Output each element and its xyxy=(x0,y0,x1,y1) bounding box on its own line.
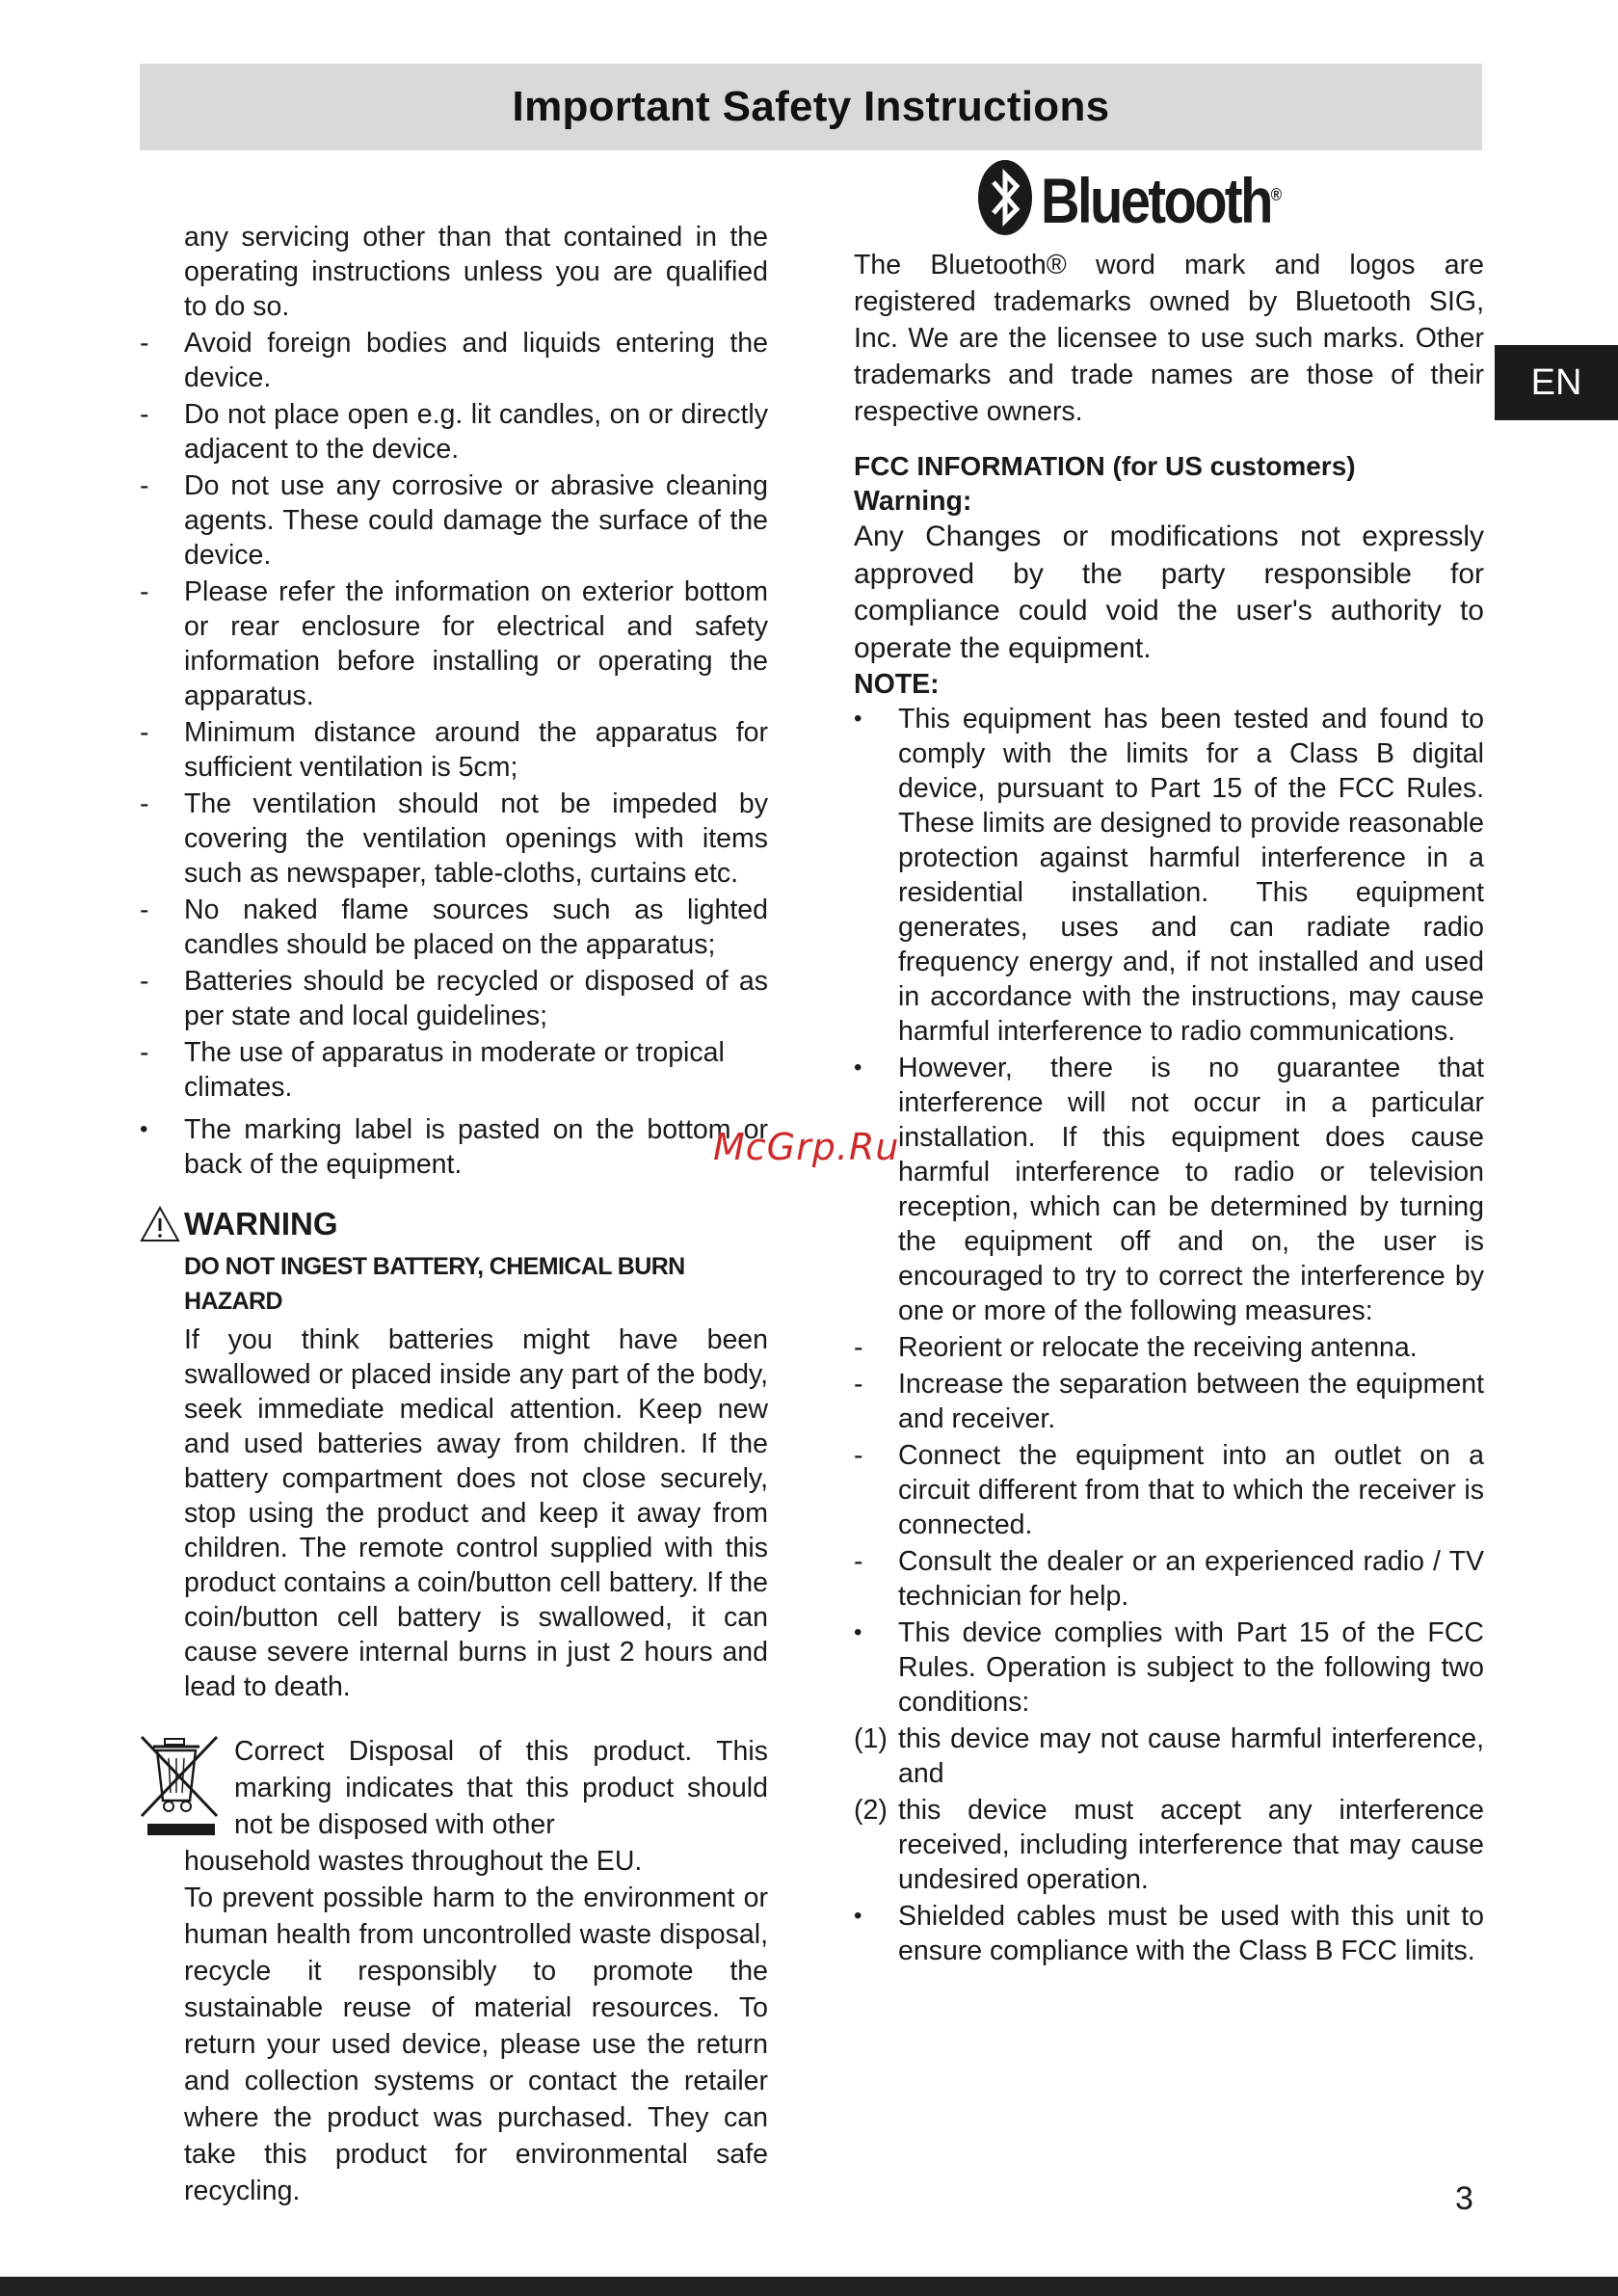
list-marker: - xyxy=(140,894,149,925)
warning-subheading: DO NOT INGEST BATTERY, CHEMICAL BURN HAZARD xyxy=(184,1253,685,1315)
bluetooth-word: Bluetooth xyxy=(1041,165,1272,236)
list-marker: - xyxy=(140,470,149,501)
fcc-item xyxy=(854,702,1484,1049)
safety-item-text: Please refer the information on exterior bottom or rear enclosure for electrical and safety information before installing or operating the apparatus. xyxy=(184,576,768,711)
safety-item-text: The ventilation should not be impeded by covering the ventilation openings with items such as newspaper, table-cloths, curtains etc. xyxy=(184,788,768,889)
warning-heading: WARNING xyxy=(184,1206,338,1241)
page-number: 3 xyxy=(1455,2180,1473,2217)
fcc-item-text: this device may not cause harmful interference, and xyxy=(898,1723,1484,1789)
bluetooth-trademark-text: The Bluetooth® word mark and logos are registered trademarks owned by Bluetooth SIG, Inc. We are the licensee to use such marks. Other trademarks and trade names are those of their respective owners. xyxy=(854,250,1484,427)
safety-item xyxy=(140,787,768,891)
list-marker: - xyxy=(140,399,149,430)
fcc-item-text: Shielded cables must be used with this unit to ensure compliance with the Class B FCC limits. xyxy=(898,1901,1484,1966)
fcc-item-text: Consult the dealer or an experienced radio / TV technician for help. xyxy=(898,1546,1484,1612)
list-marker: (1) xyxy=(854,1723,888,1754)
fcc-item xyxy=(854,1615,1484,1720)
fcc-item-text: However, there is no guarantee that interference will not occur in a particular installation. If this equipment does cause harmful interference to radio or television reception, which can be determined by turning the equipment off and on, the user is encouraged to try to correct the interference by one or more of the following measures: xyxy=(898,1053,1484,1326)
fcc-item xyxy=(854,1051,1484,1328)
fcc-item-text: Reorient or relocate the receiving antenna. xyxy=(898,1332,1418,1363)
safety-item xyxy=(140,326,768,395)
fcc-item-text: Connect the equipment into an outlet on a circuit different from that to which the receiver is connected. xyxy=(898,1440,1484,1540)
fcc-item-text: This equipment has been tested and found to comply with the limits for a Class B digital device, pursuant to Part 15 of the FCC Rules. These limits are designed to provide reasonable protection against harmful interference in a residential installation. This equipment generates, uses and can radiate radio frequency energy and, if not installed and used in accordance with the instructions, may cause harmful interference to radio communications. xyxy=(898,704,1484,1047)
watermark: McGrp.Ru xyxy=(713,1126,900,1168)
list-marker: - xyxy=(140,576,149,607)
safety-item-text: Minimum distance around the apparatus for sufficient ventilation is 5cm; xyxy=(184,717,768,783)
list-marker: - xyxy=(140,788,149,819)
list-marker: - xyxy=(140,966,149,997)
registered-mark: ® xyxy=(1271,185,1280,204)
fcc-item-text: This device complies with Part 15 of the FCC Rules. Operation is subject to the following two conditions: xyxy=(898,1617,1484,1718)
bottom-rule xyxy=(0,2277,1618,2296)
left-column xyxy=(140,220,768,2209)
warning-body: If you think batteries might have been swallowed or placed inside any part of the body, seek immediate medical attention. Keep new and used batteries away from children. If the battery compartment does not close securely, stop using the product and keep it away from children. The remote control supplied with this product contains a coin/button cell battery. If the coin/button cell battery is swallowed, it can cause severe internal burns in just 2 hours and lead to death. xyxy=(184,1324,768,1702)
fcc-item xyxy=(854,1330,1484,1365)
fcc-item-text: this device must accept any interference received, including interference that may cause undesired operation. xyxy=(898,1795,1484,1895)
safety-item-text: The use of apparatus in moderate or tropical climates. xyxy=(184,1037,725,1103)
safety-item xyxy=(140,468,768,573)
safety-item xyxy=(140,397,768,467)
fcc-title: FCC INFORMATION (for US customers) xyxy=(854,451,1356,481)
fcc-item-text: Increase the separation between the equipment and receiver. xyxy=(898,1369,1484,1434)
disposal-intro-cont: household wastes throughout the EU. xyxy=(184,1846,643,1877)
intro-text-body: any servicing other than that contained in the operating instructions unless you are qualified to do so. xyxy=(184,222,768,322)
safety-item-text: The marking label is pasted on the bottom or back of the equipment. xyxy=(184,1114,768,1180)
fcc-item xyxy=(854,1722,1484,1791)
fcc-warning-text: Any Changes or modifications not expressly approved by the party responsible for compliance could void the user's authority to operate the equipment. xyxy=(854,521,1484,664)
crossed-out-bin-icon xyxy=(140,1733,223,1839)
list-marker: - xyxy=(140,717,149,748)
list-marker: - xyxy=(854,1332,863,1363)
safety-item xyxy=(140,964,768,1033)
fcc-note-label: NOTE: xyxy=(854,669,940,700)
list-marker: (2) xyxy=(854,1795,888,1826)
header-bar xyxy=(140,64,1482,150)
list-marker: - xyxy=(140,328,149,359)
bluetooth-rune-icon xyxy=(977,159,1033,236)
page-title: Important Safety Instructions xyxy=(512,83,1110,130)
safety-item xyxy=(140,1112,768,1182)
fcc-item xyxy=(854,1438,1484,1542)
disposal-intro: Correct Disposal of this product. This marking indicates that this product should not be disposed with other xyxy=(234,1736,768,1840)
list-marker: - xyxy=(854,1440,863,1471)
list-marker: - xyxy=(854,1546,863,1577)
fcc-warning-label: Warning: xyxy=(854,486,972,517)
list-marker: - xyxy=(140,1037,149,1068)
language-tab: EN xyxy=(1495,345,1618,420)
safety-item xyxy=(140,715,768,785)
bluetooth-wordmark xyxy=(1041,165,1280,236)
safety-item-text: Avoid foreign bodies and liquids entering the device. xyxy=(184,328,768,393)
warning-triangle-icon xyxy=(140,1206,180,1242)
bluetooth-logo xyxy=(815,154,1484,241)
safety-item xyxy=(140,574,768,713)
fcc-item xyxy=(854,1367,1484,1436)
warning-heading-row xyxy=(140,1203,768,1245)
safety-item-text: Do not place open e.g. lit candles, on or directly adjacent to the device. xyxy=(184,399,768,465)
intro-text xyxy=(140,220,768,324)
safety-item-text: Do not use any corrosive or abrasive cleaning agents. These could damage the surface of the device. xyxy=(184,470,768,571)
list-marker: - xyxy=(854,1369,863,1400)
list-marker: • xyxy=(854,1619,862,1645)
disposal-section xyxy=(140,1733,768,2209)
fcc-item xyxy=(854,1544,1484,1614)
fcc-item xyxy=(854,1793,1484,1897)
safety-item-text: Batteries should be recycled or disposed of as per state and local guidelines; xyxy=(184,966,768,1031)
safety-item xyxy=(140,893,768,962)
safety-item xyxy=(140,1035,768,1105)
list-marker: • xyxy=(854,706,862,732)
safety-item-text: No naked flame sources such as lighted candles should be placed on the apparatus; xyxy=(184,894,768,960)
disposal-body: To prevent possible harm to the environment or human health from uncontrolled waste disposal, recycle it responsibly to promote the sustainable reuse of material resources. To return your used device, please use the return and collection systems or contact the retailer where the product was purchased. They can take this product for environmental safe recycling. xyxy=(184,1882,768,2206)
fcc-item xyxy=(854,1899,1484,1968)
right-column xyxy=(854,154,1484,1968)
list-marker: • xyxy=(854,1055,862,1081)
list-marker: • xyxy=(854,1903,862,1929)
list-marker: • xyxy=(140,1116,148,1142)
